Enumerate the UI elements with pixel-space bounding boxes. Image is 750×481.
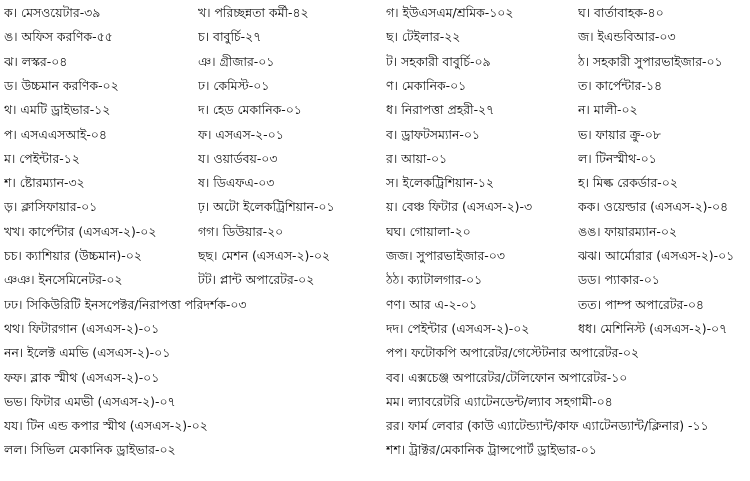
post-entry: গ। ইউএসএম/শ্রমিক-১০২ — [386, 5, 514, 20]
post-entry: ঙঙ। ফায়ারম্যান-০২ — [578, 223, 677, 239]
post-entry: গগ। ডিউয়ার-২০ — [198, 223, 284, 239]
post-entry: ঝঝ। আর্মোরার (এসএস-২)-০১ — [578, 248, 735, 263]
post-entry: ঢ। কেমিস্ট-০১ — [198, 77, 270, 93]
post-entry: র। আয়া-০১ — [386, 150, 448, 166]
post-entry: ঢ়। অটো ইলেকট্রিশিয়ান-০১ — [198, 199, 335, 215]
post-entry: চ। বাবুর্চি-২৭ — [198, 29, 262, 45]
post-entry: থথ। ফিটারগান (এসএস-২)-০১ — [4, 320, 160, 336]
post-entry: দদ। পেইন্টার (এসএস-২)-০২ — [386, 320, 530, 336]
post-entry: ছছ। মেশন (এসএস-২)-০২ — [198, 248, 330, 263]
post-entry: ছ। টেইলার-২২ — [386, 29, 461, 45]
post-entry: ধধ। মেশিনিস্ট (এসএস-২)-০৭ — [578, 320, 728, 336]
post-entry: লল। সিভিল মেকানিক ড্রাইভার-০২ — [4, 442, 176, 458]
post-entry: ড। উচ্চমান করণিক-০২ — [4, 77, 119, 93]
post-entry: দ। হেড মেকানিক-০১ — [198, 102, 302, 118]
post-entry: তত। পাম্প অপারেটর-০৪ — [578, 296, 704, 312]
post-entry: শশ। ট্রাক্টর/মেকানিক ট্রান্সপোর্ট ড্রাইভার-০১ — [386, 442, 597, 458]
post-entry: শ। ষ্টোরম্যান-৩২ — [4, 175, 85, 191]
post-entry: জ। ইএন্ডবিআর-০৩ — [578, 29, 676, 45]
post-entry: য। ওয়ার্ডবয়-০৩ — [198, 150, 278, 166]
post-entry: ঝ। লস্কর-০৪ — [4, 53, 68, 69]
post-entry: ন। মালী-০২ — [578, 102, 638, 118]
post-entry: ঘ। বার্তাবাহক-৪০ — [578, 5, 664, 20]
post-entry: ম। পেইন্টার-১২ — [4, 150, 80, 166]
post-entry: ড়। ক্লাসিফায়ার-০১ — [4, 199, 98, 215]
post-entry: ভভ। ফিটার এমভী (এসএস-২)-০৭ — [4, 393, 176, 409]
post-entry: কক। ওয়েল্ডার (এসএস-২)-০৪ — [578, 199, 729, 215]
post-entry: নন। ইলেক্ট এমভি (এসএস-২)-০১ — [4, 345, 171, 361]
post-entry: ণণ। আর এ-২-০১ — [386, 296, 478, 312]
post-entry: ত। কার্পেন্টার-১৪ — [578, 77, 663, 93]
post-entry: স। ইলেকট্রিশিয়ান-১২ — [386, 175, 494, 191]
post-entry: চচ। ক্যাশিয়ার (উচ্চমান)-০২ — [4, 248, 142, 263]
post-entry: ণ। মেকানিক-০১ — [386, 77, 467, 93]
post-entry: পপ। ফটোকপি অপারেটর/গেস্টেটনার অপারেটর-০২ — [386, 345, 639, 361]
post-entry: খ। পরিচ্ছন্নতা কর্মী-৪২ — [198, 5, 309, 20]
post-entry: ভ। ফায়ার ক্রু-০৮ — [578, 126, 661, 142]
post-entry: য়। বেঞ্চ ফিটার (এসএস-২)-৩ — [386, 199, 533, 215]
post-entry: ফ। এসএস-২-০১ — [198, 126, 284, 142]
post-entry: ঞঞ। ইনসেমিনেটর-০২ — [4, 272, 123, 288]
post-entry: হ। মিল্ক রেকর্ডার-০২ — [578, 175, 678, 191]
post-entry: ঞ। গ্রীজার-০১ — [198, 53, 275, 69]
post-entry: ব। ড্রাফটসম্যান-০১ — [386, 126, 480, 142]
post-entry: থ। এমটি ড্রাইভার-১২ — [4, 102, 111, 118]
post-entry: জজ। সুপারভাইজার-০৩ — [386, 248, 505, 263]
post-entry: যয। টিন এন্ড কপার স্মীথ (এসএস-২)-০২ — [4, 418, 208, 434]
post-entry: খখ। কার্পেন্টার (এসএস-২)-০২ — [4, 223, 157, 239]
post-entry: ক। মেসওয়েটার-৩৯ — [4, 5, 101, 20]
post-entry: ঢঢ। সিকিউরিটি ইনসপেক্টর/নিরাপত্তা পরিদর্শক-০৩ — [4, 296, 247, 312]
post-entry: ঠঠ। ক্যাটালগার-০১ — [386, 272, 483, 288]
post-entry: ফফ। ব্লাক স্মীথ (এসএস-২)-০১ — [4, 369, 160, 385]
post-entry: ল। টিনস্মীথ-০১ — [578, 150, 657, 166]
post-entry: ডড। প্যাকার-০১ — [578, 272, 660, 288]
post-entry: বব। এক্সচেঞ্জ অপারেটর/টেলিফোন অপারেটর-১০ — [386, 369, 628, 385]
post-entry: ঙ। অফিস করণিক-৫৫ — [4, 29, 113, 45]
post-entry: মম। ল্যাবরেটরি এ্যাটেনডেন্ট/ল্যাব সহগামী-০৪ — [386, 393, 613, 409]
post-entry: টট। প্লান্ট অপারেটর-০২ — [198, 272, 315, 288]
post-entry: ঠ। সহকারী সুপারভাইজার-০১ — [578, 53, 723, 69]
post-entry: ঘঘ। গোয়ালা-২০ — [386, 223, 471, 239]
post-entry: রর। ফার্ম লেবার (কাউ এ্যাটেন্ড্যান্ট/কাফ এ্যাটেনড্যান্ট/ক্লিনার) -১১ — [386, 418, 709, 434]
post-entry: ধ। নিরাপত্তা প্রহরী-২৭ — [386, 102, 495, 118]
post-entry: ষ। ডিএফএ-০৩ — [198, 175, 275, 191]
post-entry: প। এসএএসআই-০৪ — [4, 126, 107, 142]
post-entry: ট। সহকারী বাবুর্চি-০৯ — [386, 53, 491, 69]
